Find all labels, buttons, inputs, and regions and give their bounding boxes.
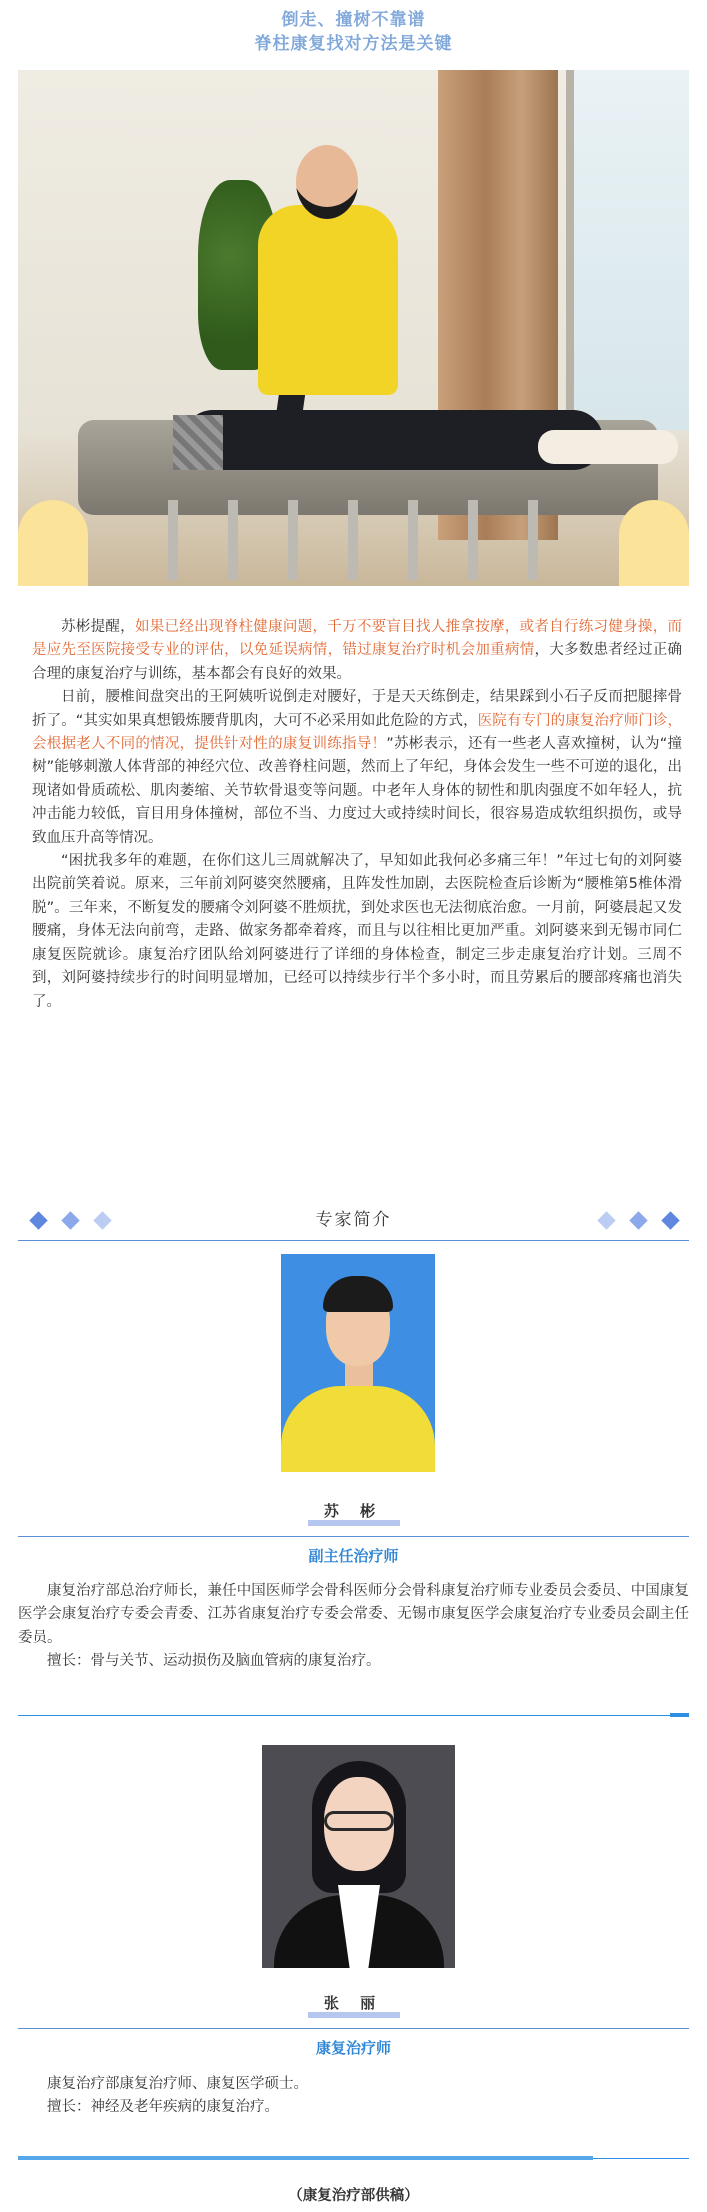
- photo-corner-deco-right: [619, 500, 689, 586]
- expert-2-divider: [18, 2028, 689, 2029]
- glasses-icon: [324, 1811, 394, 1831]
- article-paragraph-2: [32, 686, 682, 850]
- source-credit: （康复治疗部供稿）: [288, 2188, 419, 2204]
- expert-2-role: 康复治疗师: [315, 2039, 391, 2057]
- expert-1-name: 苏 彬: [323, 1502, 384, 1520]
- expert-1-bio-paragraph-1: 康复治疗部总治疗师长，兼任中国医师学会骨科医师分会骨科康复治疗师专业委员会委员、中国康复医学会康复治疗专委会青委、江苏省康复治疗专委会常委、无锡市康复医学会康复治疗专业委员会副主任委员。: [18, 1583, 689, 1646]
- expert-2-bio: [18, 2073, 689, 2120]
- expert-2-bio-paragraph-1: 康复治疗部康复治疗师、康复医学硕士。: [47, 2076, 308, 2092]
- article-paragraph-1: [32, 616, 682, 686]
- expert-1-role: 副主任治疗师: [308, 1547, 399, 1565]
- photo-corner-deco-left: [18, 500, 88, 586]
- photo-face-mosaic: [173, 415, 223, 470]
- expert-2-bottom-accent: [18, 2156, 593, 2160]
- article-paragraph-3: “困扰我多年的难题，在你们这儿三周就解决了，早知如此我何必多痛三年！”年过七旬的刘阿婆出院前笑着说。原来，三年前刘阿婆突然腰痛，且阵发性加剧，去医院检查后诊断为“腰椎第5椎体滑脱”。三年来，不断复发的腰痛令刘阿婆不胜烦扰，到处求医也无法彻底治愈。一月前，阿婆晨起又发腰痛，身体无法向前弯，走路、做家务都牵着疼，而且与以往相比更加严重。刘阿婆来到无锡市同仁康复医院就诊。康复治疗团队给刘阿婆进行了详细的身体检查，制定三步走康复治疗计划。三周不到，刘阿婆持续步行的时间明显增加，已经可以持续步行半个多小时，而且劳累后的腰部疼痛也消失了。: [32, 853, 682, 1010]
- photo-therapist: [258, 205, 398, 395]
- expert-2-bio-paragraph-2: 擅长：神经及老年疾病的康复治疗。: [47, 2099, 279, 2116]
- headline-line-1: 倒走、撞树不靠谱: [281, 10, 426, 30]
- paragraph-1-highlight: 如果已经出现脊柱健康问题，千万不要盲目找人推拿按摩，或者自行练习健身操，而是应先至医院接受专业的评估，以免延误病情，错过康复治疗时机会加重病情: [32, 619, 683, 659]
- headline-line-2: 脊柱康复找对方法是关键: [254, 34, 453, 54]
- paragraph-1-text-a: 苏彬提醒，: [61, 619, 135, 635]
- section-divider: [18, 1240, 689, 1241]
- expert-2-name-underline: [308, 2012, 400, 2018]
- portrait-hair: [323, 1276, 393, 1312]
- experts-section-header: [18, 1205, 689, 1235]
- photo-patient-legs: [538, 430, 678, 464]
- expert-1-name-underline: [308, 1520, 400, 1526]
- expert-1-bio-paragraph-2: 擅长：骨与关节、运动损伤及脑血管病的康复治疗。: [47, 1653, 381, 1670]
- photo-window: [566, 70, 689, 430]
- photo-table-legs: [168, 500, 588, 580]
- paragraph-2-text-a: 日前，腰椎间盘突出的王阿姨听说倒走对腰好，于是天天练倒走，结果踩到小石子反而把腿摔骨折了。“其实如果真想锻炼腰背肌肉，大可不必采用如此危险的方式，: [32, 689, 682, 729]
- article-body: [32, 616, 682, 1014]
- expert-1-bottom-line: [18, 1715, 689, 1716]
- paragraph-2-highlight: 医院有专门的康复治疗师门诊，会根据老人不同的情况，提供针对性的康复训练指导！: [32, 712, 682, 753]
- paragraph-1-text-b: ，大多数患者经过正确合理的康复治疗与训练，基本都会有良好的效果。: [32, 642, 683, 682]
- experts-section-title: 专家简介: [315, 1210, 392, 1230]
- expert-1-divider: [18, 1536, 689, 1537]
- paragraph-2-text-b: ”苏彬表示，还有一些老人喜欢撞树，认为“撞树”能够刺激人体背部的神经穴位、改善脊柱问题，然而上了年纪，身体会发生一些不可逆的退化，出现诸如骨质疏松、肌肉萎缩、关节软骨退变等问题。中老年人身体的韧性和肌肉强度不如年轻人，抗冲击能力较低，盲目用身体撞树，部位不当、力度过大或持续时间长，很容易造成软组织损伤，或导致血压升高等情况。: [32, 736, 683, 846]
- expert-1-bottom-accent: [670, 1713, 689, 1717]
- expert-1-bio: [18, 1580, 689, 1674]
- therapy-photo: [18, 70, 689, 586]
- expert-2-name: 张 丽: [323, 1994, 384, 2012]
- expert-1-portrait: [281, 1254, 435, 1472]
- headline: [0, 8, 707, 56]
- expert-2-portrait: [262, 1745, 455, 1968]
- portrait-shirt: [281, 1386, 435, 1472]
- photo-therapist-head: [296, 145, 358, 219]
